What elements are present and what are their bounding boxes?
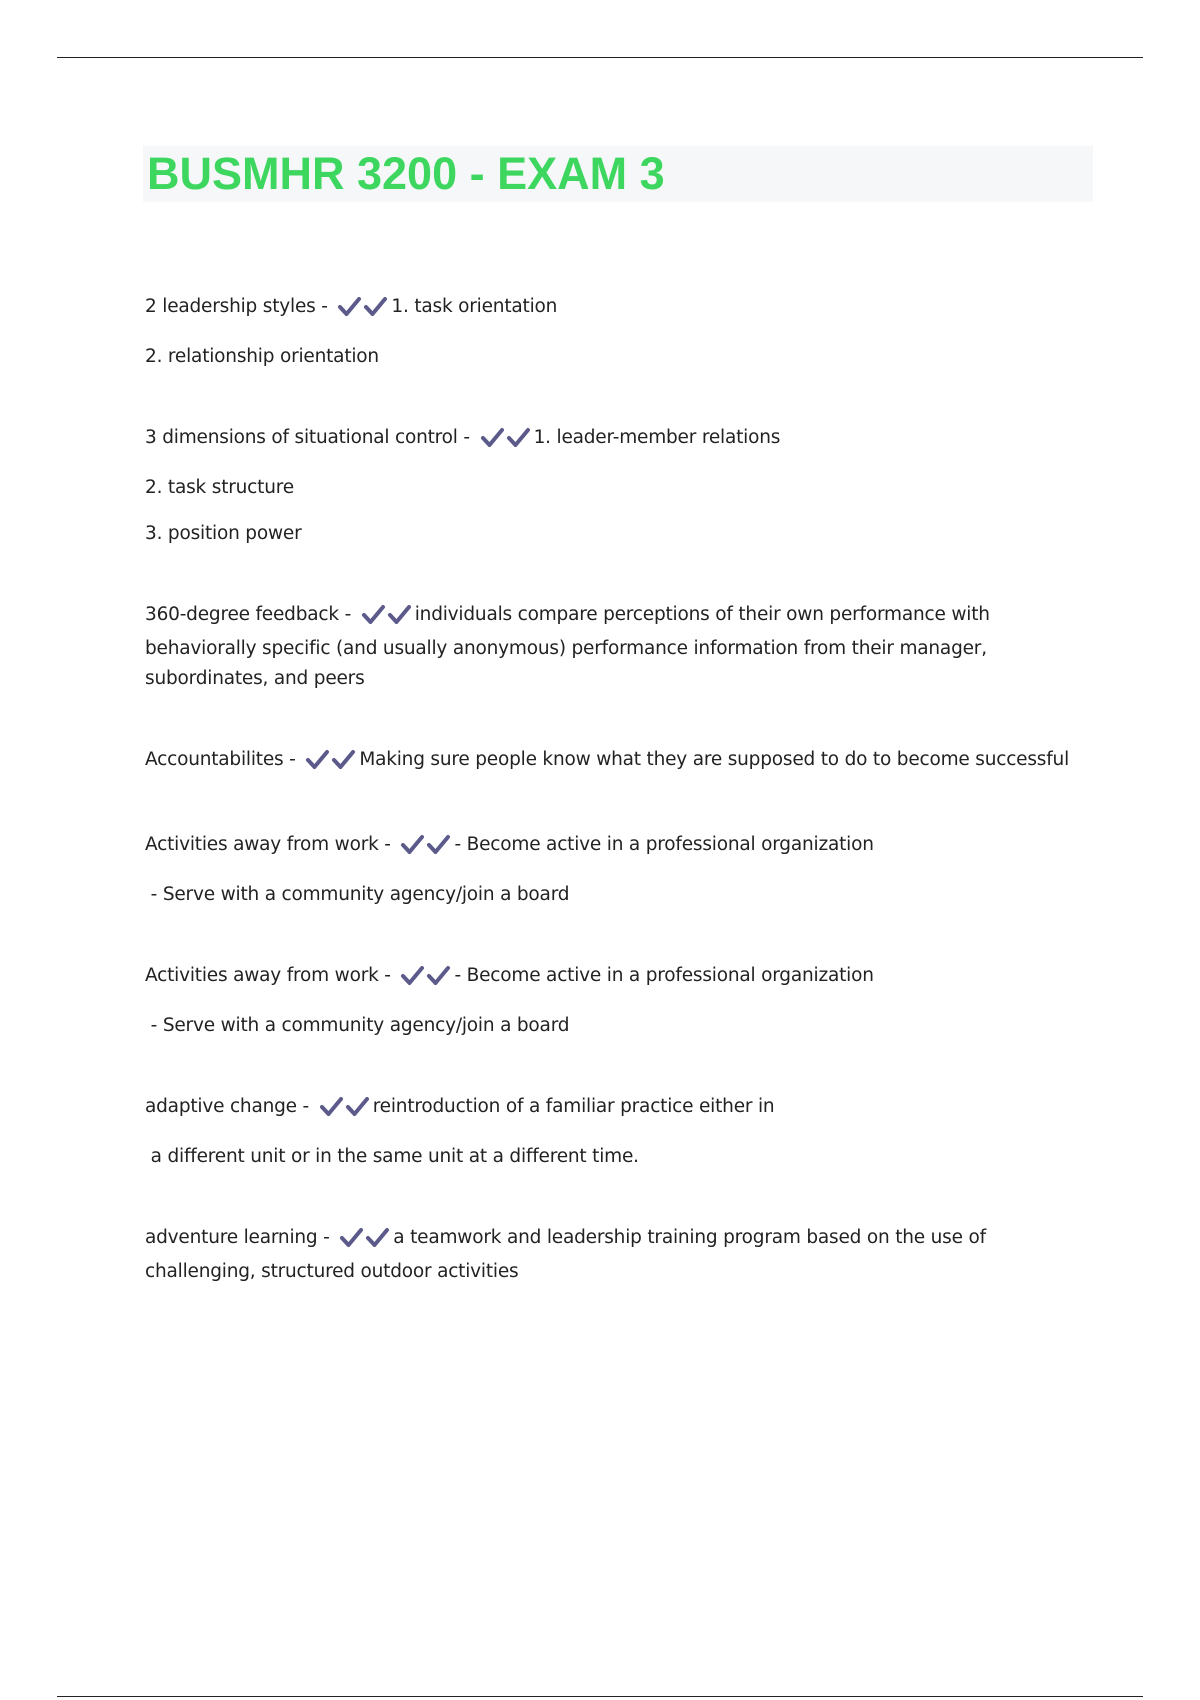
check-icon bbox=[387, 604, 413, 626]
entry-extra-line: 2. relationship orientation bbox=[145, 346, 379, 367]
entry-first-line bbox=[145, 1092, 1075, 1126]
check-icon bbox=[363, 296, 389, 318]
double-check-icon bbox=[339, 1227, 391, 1257]
entry-term: adaptive change - bbox=[145, 1096, 315, 1117]
check-icon bbox=[361, 604, 387, 626]
double-check-icon bbox=[400, 965, 452, 995]
double-check-icon bbox=[361, 604, 413, 634]
entry-term: adventure learning - bbox=[145, 1227, 336, 1248]
flashcard-entry bbox=[145, 292, 1075, 372]
check-icon bbox=[426, 834, 452, 856]
entry-definition: a teamwork and leadership training program based on the use of challenging, structured outdoor activities bbox=[145, 1227, 986, 1282]
flashcard-entry bbox=[145, 423, 1075, 549]
check-icon bbox=[400, 834, 426, 856]
check-icon bbox=[319, 1096, 345, 1118]
entry-definition: reintroduction of a familiar practice either in bbox=[372, 1096, 775, 1117]
entry-term: Activities away from work - bbox=[145, 834, 397, 855]
flashcard-entry bbox=[145, 745, 1075, 779]
entry-first-line bbox=[145, 745, 1075, 779]
double-check-icon bbox=[337, 296, 389, 326]
entry-definition: - Become active in a professional organization bbox=[454, 965, 874, 986]
flashcard-entry bbox=[145, 830, 1075, 910]
double-check-icon bbox=[319, 1096, 371, 1126]
entry-first-line bbox=[145, 292, 1075, 326]
entry-extra-line: 2. task structure bbox=[145, 477, 294, 498]
document-title: BUSMHR 3200 - EXAM 3 bbox=[147, 148, 665, 199]
check-icon bbox=[365, 1227, 391, 1249]
entry-extra-line: a different unit or in the same unit at a different time. bbox=[145, 1146, 639, 1167]
entry-extra-line: 3. position power bbox=[145, 523, 302, 544]
entry-extra-line: - Serve with a community agency/join a board bbox=[145, 1015, 570, 1036]
entry-term: Activities away from work - bbox=[145, 965, 397, 986]
double-check-icon bbox=[400, 834, 452, 864]
entry-term: 360-degree feedback - bbox=[145, 604, 357, 625]
entry-term: Accountabilites - bbox=[145, 749, 302, 770]
check-icon bbox=[337, 296, 363, 318]
flashcard-entry bbox=[145, 600, 1075, 694]
check-icon bbox=[305, 749, 331, 771]
double-check-icon bbox=[480, 427, 532, 457]
entry-definition: - Become active in a professional organization bbox=[454, 834, 874, 855]
entry-extra-line: - Serve with a community agency/join a board bbox=[145, 884, 570, 905]
double-check-icon bbox=[305, 749, 357, 779]
top-rule bbox=[57, 57, 1143, 58]
check-icon bbox=[339, 1227, 365, 1249]
entry-term: 3 dimensions of situational control - bbox=[145, 427, 476, 448]
check-icon bbox=[426, 965, 452, 987]
entry-first-line bbox=[145, 961, 1075, 995]
entry-term: 2 leadership styles - bbox=[145, 296, 334, 317]
entry-first-line bbox=[145, 423, 1075, 457]
flashcard-entry bbox=[145, 961, 1075, 1041]
bottom-rule bbox=[57, 1696, 1143, 1697]
check-icon bbox=[400, 965, 426, 987]
check-icon bbox=[345, 1096, 371, 1118]
title-banner bbox=[143, 146, 1093, 202]
entry-definition: 1. leader-member relations bbox=[533, 427, 781, 448]
entry-first-line bbox=[145, 600, 1075, 694]
check-icon bbox=[331, 749, 357, 771]
entry-first-line bbox=[145, 830, 1075, 864]
check-icon bbox=[506, 427, 532, 449]
entry-definition: 1. task orientation bbox=[391, 296, 558, 317]
flashcard-entry bbox=[145, 1092, 1075, 1172]
entry-definition: individuals compare perceptions of their own performance with behaviorally specific (and usually anonymous) performance information from their manager, subordinates, and peers bbox=[145, 604, 990, 689]
flashcard-entry bbox=[145, 1223, 1075, 1287]
check-icon bbox=[480, 427, 506, 449]
flashcard-list bbox=[145, 292, 1075, 1287]
entry-definition: Making sure people know what they are supposed to do to become successful bbox=[359, 749, 1070, 770]
entry-first-line bbox=[145, 1223, 1075, 1287]
